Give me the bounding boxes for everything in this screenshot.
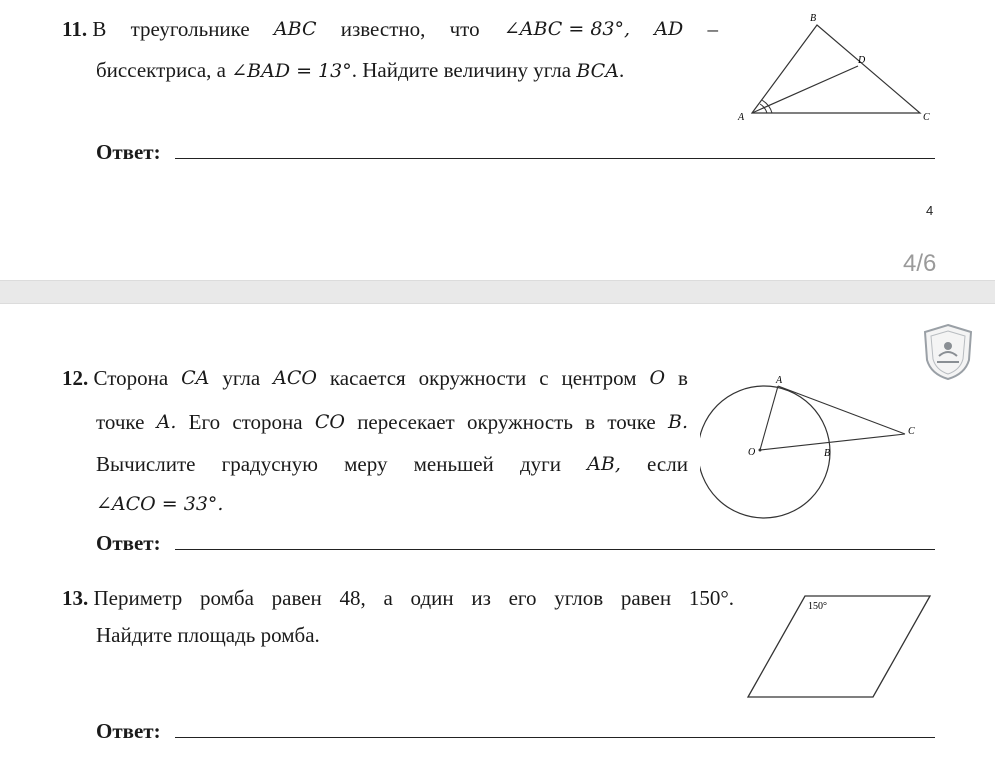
- label-c: C: [923, 112, 930, 123]
- problem-12-line-2: точке A. Его сторона CO пересекает окружность в точке B.: [96, 410, 688, 434]
- angle-label-150: 150°: [808, 601, 827, 612]
- segment-oa: [760, 386, 778, 450]
- triangle-figure: [730, 10, 940, 135]
- rhombus-figure: [740, 588, 940, 704]
- label-a: A: [738, 112, 745, 123]
- segment-ac: [778, 386, 905, 434]
- problem-12-line-3: Вычислите градусную меру меньшей дуги AB, если: [96, 452, 688, 476]
- bisector-ad: [752, 66, 858, 113]
- label-o: O: [748, 447, 756, 458]
- triangle-abc: [752, 25, 920, 113]
- answer-label-11: Ответ:: [96, 140, 161, 164]
- circle-figure: [700, 372, 925, 522]
- problem-11-number: 11.: [62, 17, 88, 41]
- segment-oc: [760, 434, 905, 450]
- label-c-12: C: [908, 426, 915, 437]
- center-point: [759, 449, 762, 452]
- page-counter: 4/6: [903, 250, 937, 277]
- label-a-12: A: [776, 375, 783, 386]
- problem-13-line-1: 13. Периметр ромба равен 48, а один из его углов равен 150°.: [62, 586, 734, 610]
- problem-13-line-2: Найдите площадь ромба.: [96, 623, 320, 647]
- label-b: B: [810, 13, 817, 24]
- answer-label-13: Ответ:: [96, 719, 161, 743]
- problem-11-line-1: [62, 16, 718, 42]
- problem-13-number: 13.: [62, 586, 89, 610]
- problem-12-line-1: 12. Сторона CA угла ACO касается окружности с центром O в: [62, 366, 688, 390]
- answer-line-11[interactable]: [175, 158, 935, 159]
- problem-11-line-1-words: 11. В треугольнике ABC известно, что ∠ABC = 83°, AD –: [62, 17, 718, 41]
- page-separator: [0, 280, 995, 304]
- label-b-12: B: [824, 448, 831, 459]
- emblem-icon: [921, 322, 975, 382]
- answer-label-12: Ответ:: [96, 531, 161, 555]
- page-number-small: 4: [926, 203, 934, 218]
- answer-line-12[interactable]: [175, 549, 935, 550]
- label-d: D: [858, 55, 866, 66]
- rhombus: [748, 596, 930, 697]
- problem-12-line-4: ∠ACO = 33°.: [96, 493, 224, 515]
- problem-12-number: 12.: [62, 366, 89, 390]
- problem-11-line-2: биссектриса, а ∠BAD = 13°. Найдите величину угла BCA.: [96, 58, 625, 82]
- answer-line-13[interactable]: [175, 737, 935, 738]
- circle-o: [700, 386, 830, 518]
